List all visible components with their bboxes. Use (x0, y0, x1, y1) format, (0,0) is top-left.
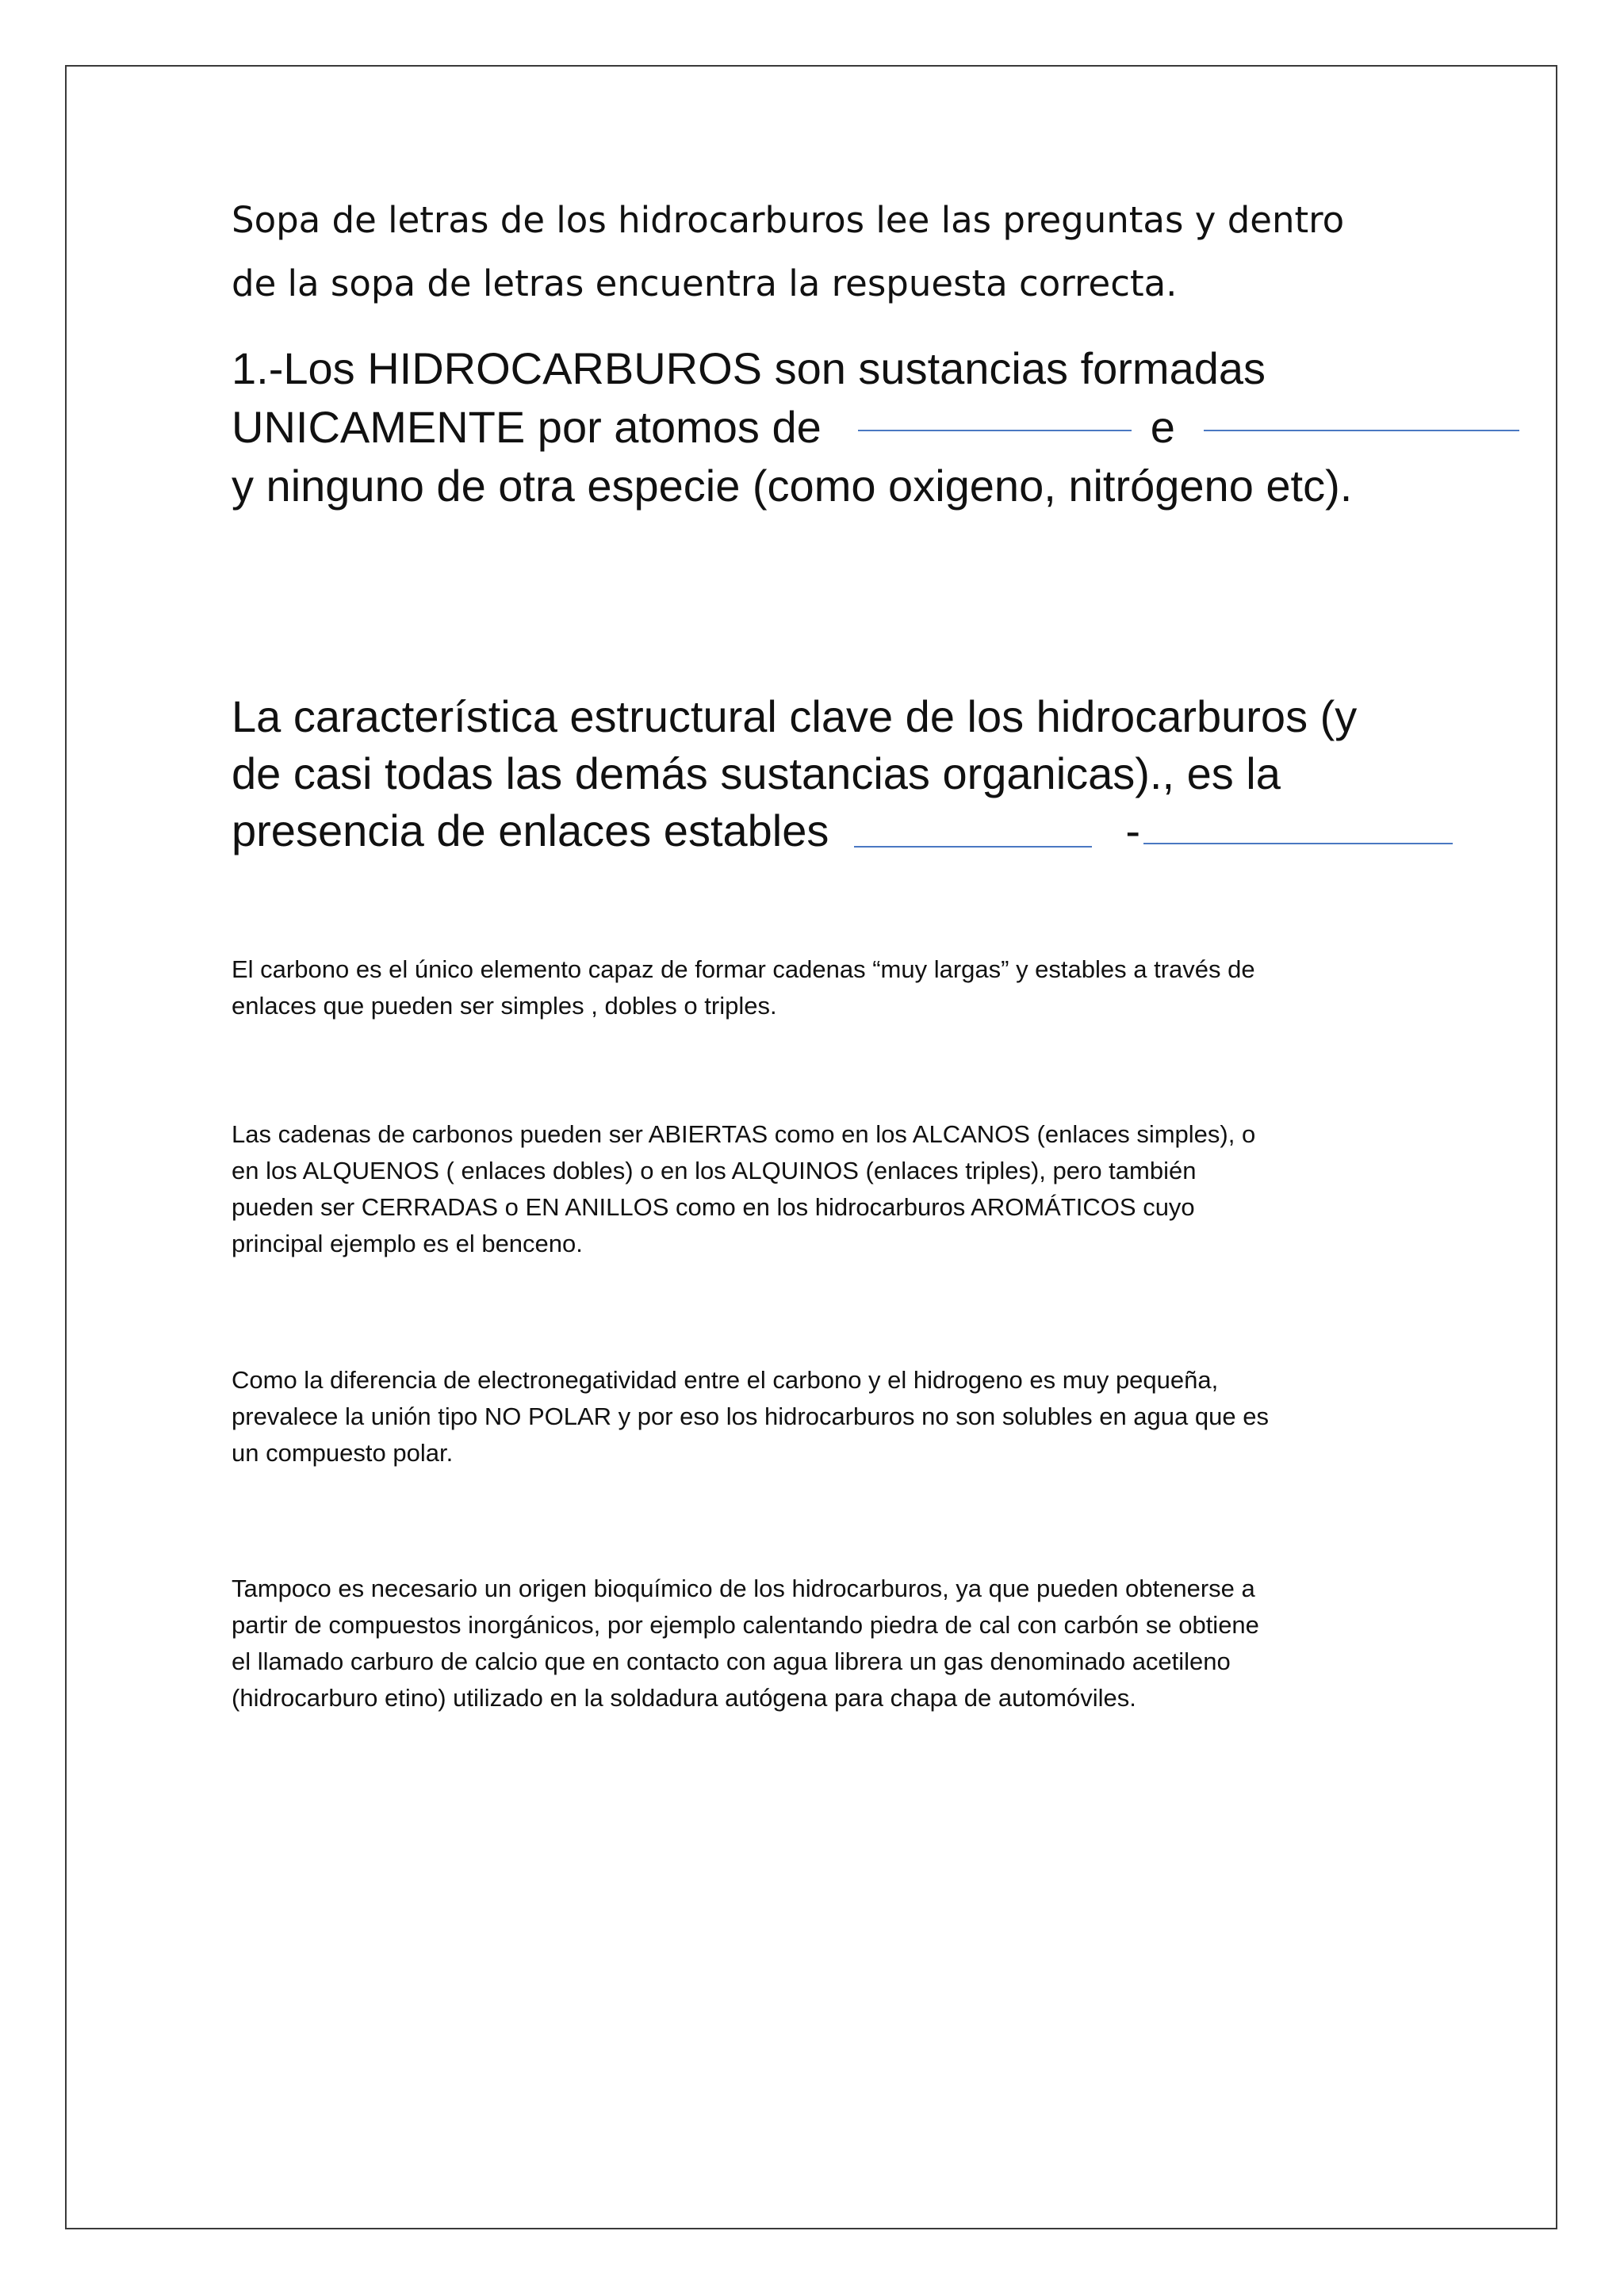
paragraph-line: El carbono es el único elemento capaz de formar cadenas “muy largas” y estables a través de (232, 955, 1255, 983)
answer-blank-1[interactable] (858, 430, 1132, 431)
paragraph-line: prevalece la unión tipo NO POLAR y por eso los hidrocarburos no son solubles en agua que es (232, 1402, 1269, 1430)
paragraph-line: Como la diferencia de electronegatividad entre el carbono y el hidrogeno es muy pequeña, (232, 1366, 1219, 1394)
question-2-line: La característica estructural clave de los hidrocarburos (y (232, 691, 1358, 741)
paragraph-line: enlaces que pueden ser simples , dobles o triples. (232, 992, 777, 1020)
question-2-line-with-blanks (232, 802, 1421, 859)
paragraph-polarity (232, 1362, 1405, 1471)
paragraph-line: un compuesto polar. (232, 1439, 454, 1467)
question-1-line-with-blanks (232, 398, 1516, 457)
question-1 (232, 339, 1516, 515)
question-1-line: 1.-Los HIDROCARBUROS son sustancias formadas (232, 343, 1266, 393)
paragraph-line: (hidrocarburo etino) utilizado en la soldadura autógena para chapa de automóviles. (232, 1684, 1136, 1712)
worksheet-instructions (232, 189, 1437, 316)
paragraph-line: Tampoco es necesario un origen bioquímico de los hidrocarburos, ya que pueden obtenerse a (232, 1575, 1255, 1602)
question-1-line: y ninguno de otra especie (como oxigeno, nitrógeno etc). (232, 461, 1353, 511)
paragraph-inorganic-origin (232, 1571, 1405, 1716)
instructions-line: de la sopa de letras encuentra la respuesta correcta. (232, 262, 1178, 304)
question-2-line: de casi todas las demás sustancias organicas)., es la (232, 748, 1281, 798)
paragraph-line: pueden ser CERRADAS o EN ANILLOS como en los hidrocarburos AROMÁTICOS cuyo (232, 1193, 1195, 1221)
worksheet-content (232, 189, 1469, 1712)
answer-blank-2[interactable] (1204, 430, 1519, 431)
question-2-text: presencia de enlaces estables (232, 806, 829, 855)
question-2-dash: - (1125, 806, 1141, 855)
question-1-text: UNICAMENTE por atomos de (232, 402, 822, 452)
paragraph-line: en los ALQUENOS ( enlaces dobles) o en los ALQUINOS (enlaces triples), pero también (232, 1157, 1197, 1184)
paragraph-carbon-chains (232, 951, 1405, 1024)
instructions-line: Sopa de letras de los hidrocarburos lee las preguntas y dentro (232, 199, 1345, 241)
answer-blank-4[interactable] (1143, 843, 1453, 844)
question-2 (232, 688, 1421, 859)
paragraph-chain-types (232, 1116, 1405, 1262)
paragraph-line: Las cadenas de carbonos pueden ser ABIERTAS como en los ALCANOS (enlaces simples), o (232, 1120, 1256, 1148)
question-1-connector: e (1150, 402, 1175, 452)
paragraph-line: principal ejemplo es el benceno. (232, 1230, 583, 1257)
answer-blank-3[interactable] (854, 846, 1092, 848)
paragraph-line: partir de compuestos inorgánicos, por ejemplo calentando piedra de cal con carbón se obtiene (232, 1611, 1259, 1639)
paragraph-line: el llamado carburo de calcio que en contacto con agua librera un gas denominado acetileno (232, 1647, 1231, 1675)
